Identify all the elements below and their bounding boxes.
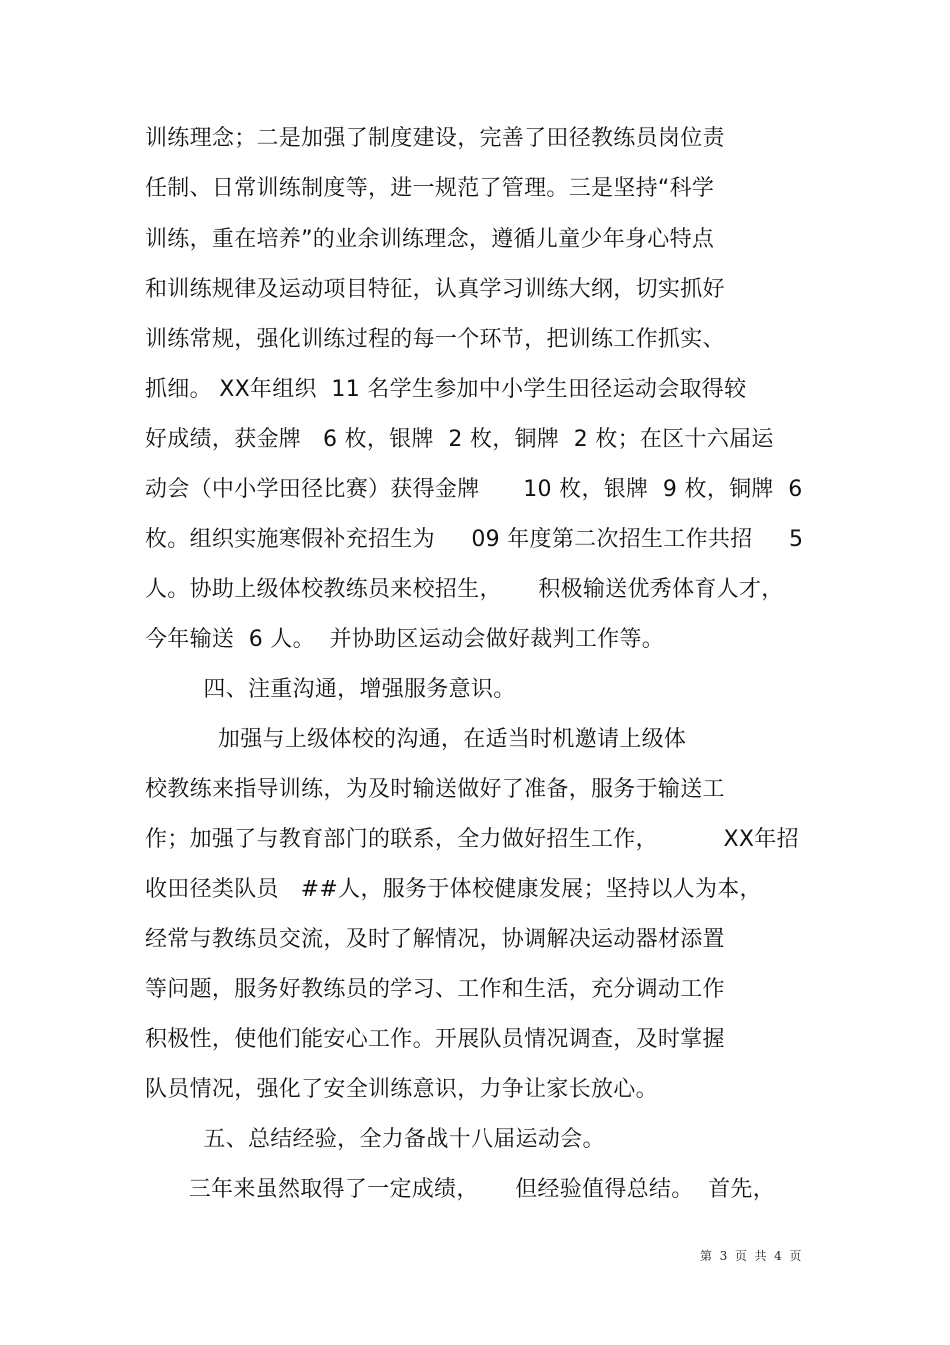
text-line: 训练，重在培养”的业余训练理念，遵循儿童少年身心特点 <box>145 227 715 252</box>
text-line: 今年输送 6 人。 并协助区运动会做好裁判工作等。 <box>145 627 665 652</box>
text-line: 收田径类队员 ##人，服务于体校健康发展；坚持以人为本， <box>145 877 762 902</box>
text-line: 积极性，使他们能安心工作。开展队员情况调查，及时掌握 <box>145 1027 725 1052</box>
section-heading: 四、注重沟通，增强服务意识。 <box>145 677 516 702</box>
text-line: 加强与上级体校的沟通，在适当时机邀请上级体 <box>145 727 687 752</box>
text-line: 枚。组织实施寒假补充招生为 09 年度第二次招生工作共招 5 <box>145 527 804 552</box>
page-number-footer: 第 3 页 共 4 页 <box>700 1249 802 1263</box>
text-line: 三年来虽然取得了一定成绩， 但经验值得总结。 首先， <box>145 1177 776 1202</box>
text-line: 好成绩，获金牌 6 枚，银牌 2 枚，铜牌 2 枚；在区十六届运 <box>145 427 774 452</box>
text-line: 抓细。 XX年组织 11 名学生参加中小学生田径运动会取得较 <box>145 377 747 402</box>
text-line: 校教练来指导训练，为及时输送做好了准备，服务于输送工 <box>145 777 725 802</box>
text-line: 队员情况，强化了安全训练意识，力争让家长放心。 <box>145 1077 658 1102</box>
text-line: 训练常规，强化训练过程的每一个环节，把训练工作抓实、 <box>145 327 725 352</box>
text-line: 等问题，服务好教练员的学习、工作和生活，充分调动工作 <box>145 977 725 1002</box>
section-heading: 五、总结经验，全力备战十八届运动会。 <box>145 1127 605 1152</box>
text-line: 训练理念；二是加强了制度建设，完善了田径教练员岗位责 <box>145 126 725 151</box>
text-line: 作；加强了与教育部门的联系，全力做好招生工作， XX年招 <box>145 827 799 852</box>
text-line: 动会（中小学田径比赛）获得金牌 10 枚，银牌 9 枚，铜牌 6 <box>145 477 803 502</box>
text-line: 人。协助上级体校教练员来校招生， 积极输送优秀体育人才， <box>145 577 784 602</box>
text-line: 任制、日常训练制度等，进一规范了管理。三是坚持“科学 <box>145 176 715 201</box>
text-line: 和训练规律及运动项目特征，认真学习训练大纲，切实抓好 <box>145 277 725 302</box>
text-line: 经常与教练员交流，及时了解情况，协调解决运动器材添置 <box>145 927 725 952</box>
